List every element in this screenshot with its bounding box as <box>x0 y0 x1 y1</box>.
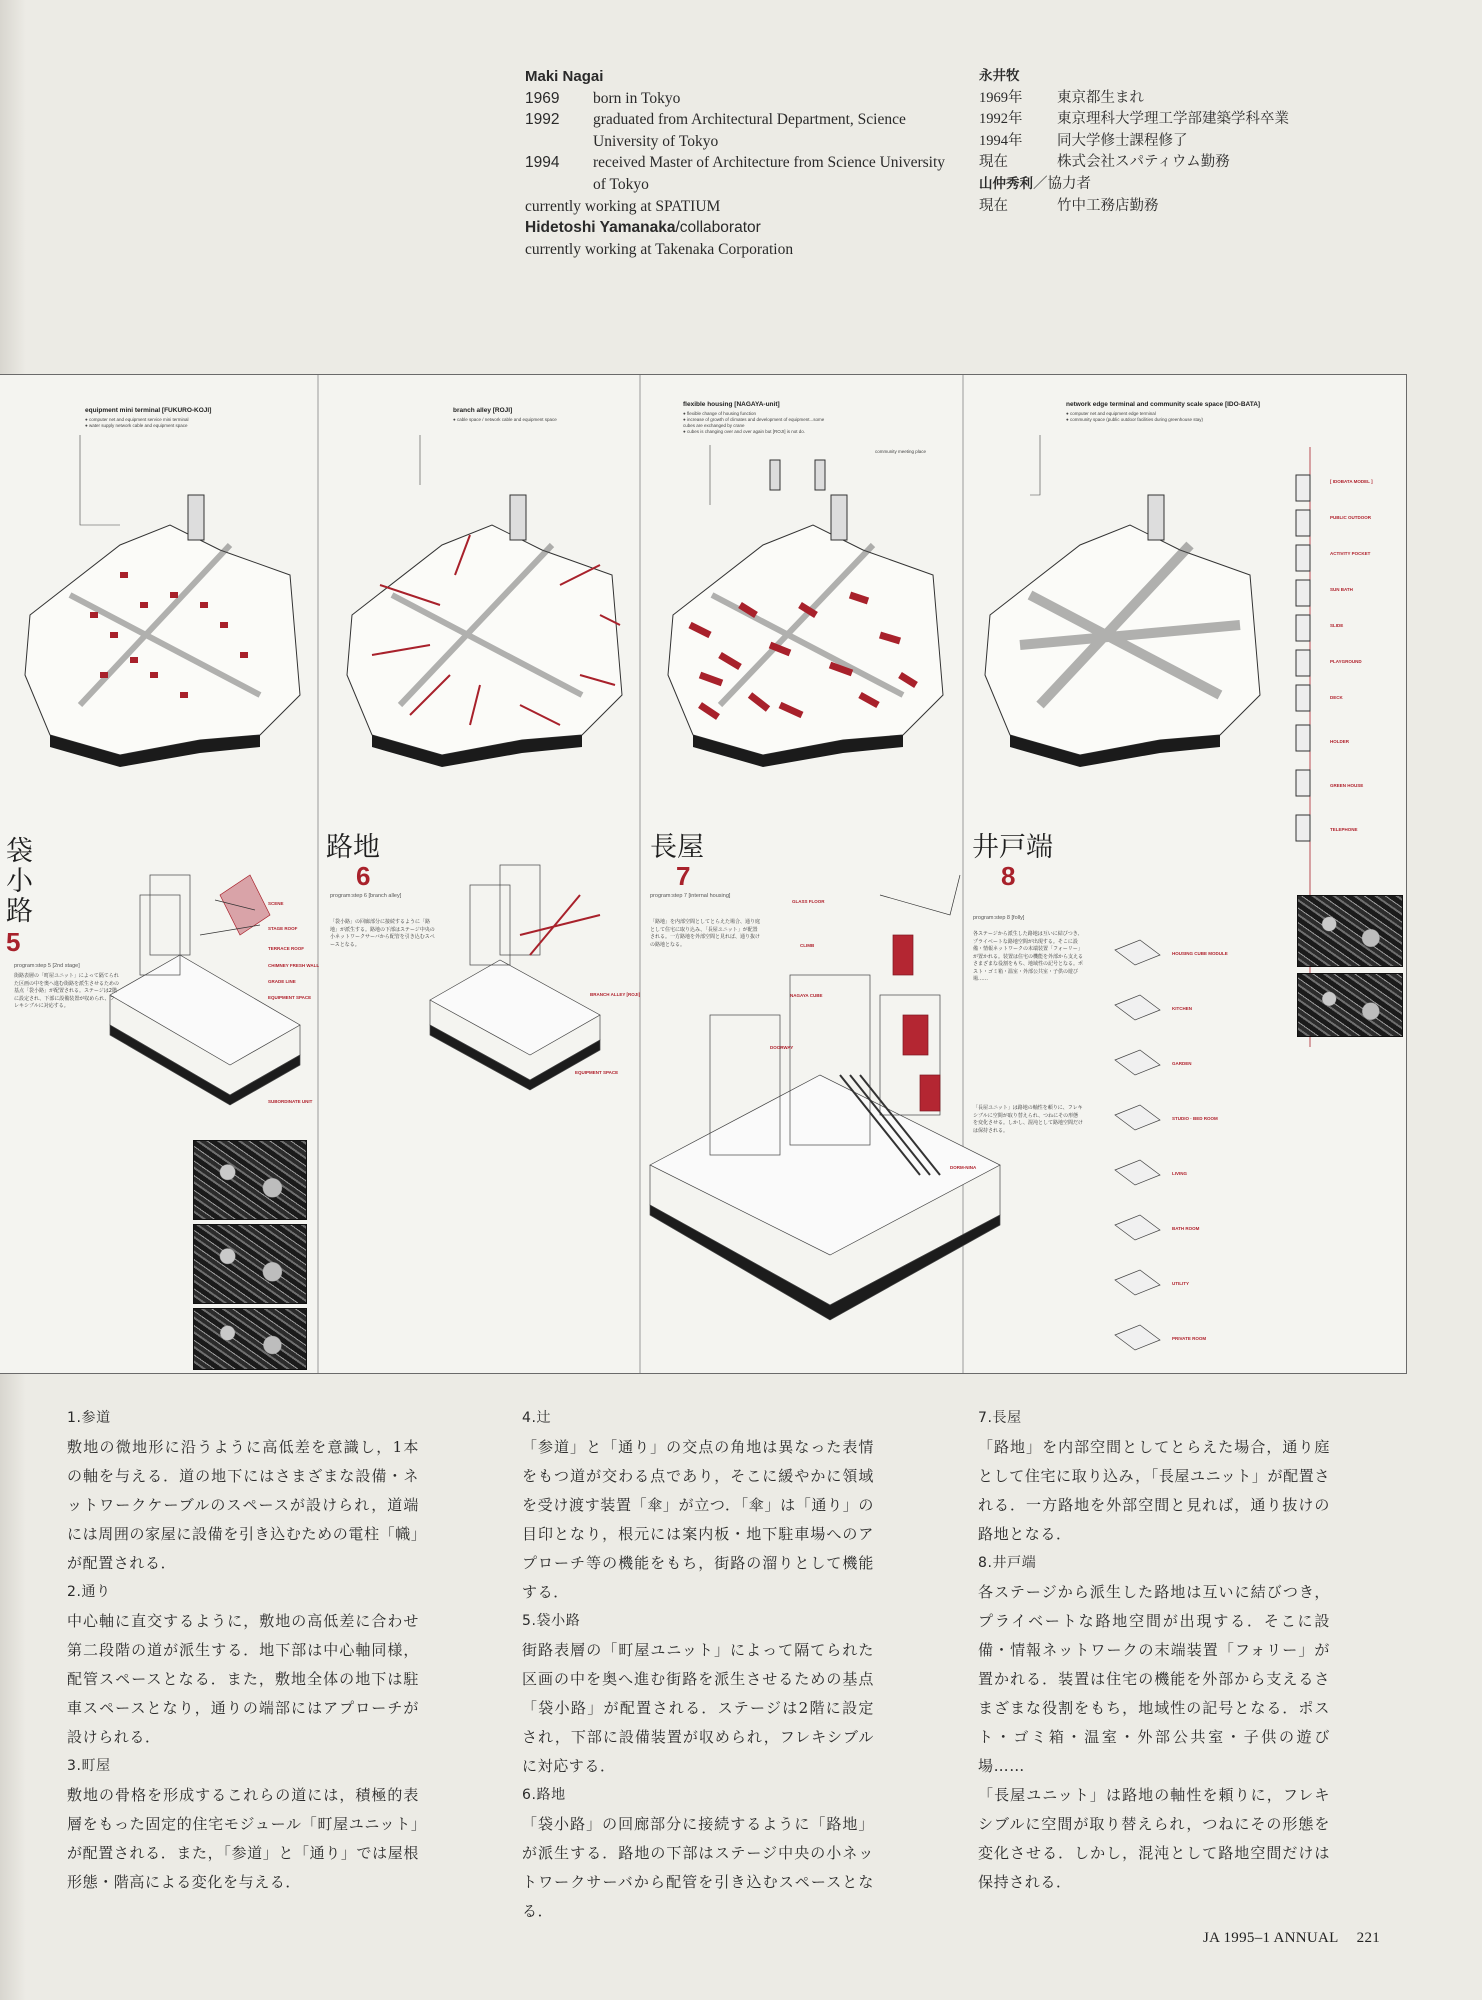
program-step: program:step 7 [internal housing] <box>650 893 731 899</box>
section-heading: 6.路地 <box>522 1787 566 1803</box>
panel-notes: ● computer net and equipment edge terminal ● community space (public outdoor facilities during greenhouse stay) <box>1066 411 1204 422</box>
axon-detail-5 <box>110 875 300 1105</box>
section-paragraph: 「袋小路」の回廊部分に接続するように「路地」が派生する．路地の下部はステージ中央の小ネットワークサーバから配管を引き込むスペースとなる． <box>522 1815 874 1920</box>
bio-current: currently working at SPATIUM <box>525 197 721 215</box>
bio-entry-jp: 1992年 東京理科大学理工学部建築学科卒業 <box>979 111 1289 128</box>
program-step: program:step 8 [folly] <box>973 915 1025 921</box>
panel-title: flexible housing [NAGAYA-unit] <box>683 401 780 408</box>
collaborator-role: /collaborator <box>675 219 761 237</box>
section-heading: 7.長屋 <box>978 1410 1022 1426</box>
section-paragraph: 街路表層の「町屋ユニット」によって隔てられた区画の中を奥へ進む街路を派生させるための基点「袋小路」が配置される．ステージは2階に設定され，下部に設備装置が収められ，フレキシブルに対応する． <box>522 1641 874 1775</box>
page-footer <box>1203 1930 1380 1947</box>
panel-description: 「袋小路」の回廊部分に接続するように「路地」が派生する。路地の下部はステージ中央の小ネットワークサーバから配管を引き込むスペースとなる。 <box>330 919 435 948</box>
bio-entry: 1994 received Master of Architecture from Science University of Tokyo <box>525 154 946 193</box>
collaborator-line-jp: 山仲秀利／協力者 <box>979 175 1091 192</box>
section-heading: 3.町屋 <box>67 1758 111 1774</box>
panel-description: 「路地」を内部空間としてとらえた場合、通り庭として住宅に取り込み、「長屋ユニット」が配置される。一方路地を外部空間と見れば、通り抜けの路地となる。 <box>650 919 761 948</box>
section-paragraph: 各ステージから派生した路地は互いに結びつき，プライベートな路地空間が出現する．そこに設備・情報ネットワークの末端装置「フォリー」が置かれる．装置は住宅の機能を外部から支えるさまざまな役割をもち，地域性の記号となる．ポスト・ゴミ箱・温室・外部公共室・子供の遊び場…… <box>978 1583 1330 1775</box>
housing-cube-sequence <box>1115 940 1160 1350</box>
bio-english <box>525 66 955 260</box>
panel-title: branch alley [ROJI] <box>453 407 513 414</box>
section-heading: 5.袋小路 <box>522 1613 581 1629</box>
section-label-8: 井戸端 <box>972 832 1053 863</box>
bio-entry-jp: 1969年 東京都生まれ <box>979 89 1144 106</box>
panel-description-2: 「長屋ユニット」は路地の軸性を頼りに、フレキシブルに空間が取り替えられ、つねにその形態を変化させる。しかし、混沌として路地空間だけは保持される。 <box>973 1105 1084 1134</box>
panel-title: network edge terminal and community scale space [IDO-BATA] <box>1066 401 1261 408</box>
collaborator-current: currently working at Takenaka Corporation <box>525 240 794 258</box>
architect-name: Maki Nagai <box>525 68 604 85</box>
panel-description: 各ステージから派生した路地は互いに結びつき、プライベートな路地空間が出現する。そこに設備・情報ネットワークの末端装置「フォーリー」が置かれる。装置は住宅の機能を外部から支えるさまざまな役割をもち、地域性の記号となる。ポスト・ゴミ箱・温室・外部公共室・子供の遊び場…… <box>973 931 1084 982</box>
section-label-5: 袋小路5 <box>6 836 33 957</box>
site-plan-2 <box>347 495 622 767</box>
collaborator-name: Hidetoshi Yamanaka <box>525 219 676 237</box>
callout-label: community meeting place <box>875 449 927 454</box>
section-paragraph: 敷地の骨格を形成するこれらの道には，積極的表層をもった固定的住宅モジュール「町屋ユニット」が配置される．また，「参道」と「通り」では屋根形態・階高による変化を与える． <box>67 1786 419 1891</box>
panel-notes: ● flexible change of housing function ● increase of growth of climates and development of equipment...some cubes are exchanged by crane ● cubes is changing over and over again but [ROJI] is not do. <box>683 411 825 434</box>
section-paragraph: 中心軸に直交するように，敷地の高低差に合わせ第二段階の道が派生する．地下部は中心軸同様，配管スペースとなる．また，敷地全体の地下は駐車スペースとなり，通りの端部にはアプローチが設けられる． <box>67 1612 419 1746</box>
site-plan-3 <box>668 460 943 767</box>
axon-detail-6 <box>430 865 600 1090</box>
section-heading: 4.辻 <box>522 1410 552 1426</box>
architect-name-jp: 永井牧 <box>979 68 1020 84</box>
text-column-1 <box>67 1404 419 1897</box>
text-column-3 <box>978 1404 1330 1897</box>
bio-japanese <box>979 66 1379 217</box>
project-drawing-panel: equipment mini terminal [FUKURO-KOJI] ● computer net and equipment service mini terminal ● water supply network cable and equipment space 袋小路5 program:step 5 [2nd stage] 街路表層の「町屋ユニット」によって隔てられた区画の中を奥へ進む街路を派生させるための基点「袋小路」が配置される。ステージは2階に設定され、下部に設備装置が収められ、フレキシブルに対応する。 SCENE STAGE ROOF TERRACE ROOF CHIMNEY FRESH WALL GRADE LINE EQUIPMENT SPACE SUBORDINATE UNIT branch alley [ROJI] ● cable space / network cable and equipment space 路地 6 program:step 6 [branch alley] 「袋小路」の回廊部分に接続するように「路地」が派生する。路地の下部はステージ中央の小ネットワークサーバから配管を引き込むスペースとなる。 BRANCH ALLEY [ROJI] EQUIPMENT SPACE flexible housing [NAGAYA-unit] ● flexible change of housing function ● increase of growth of climates and development of equipment...some cubes are exchanged by crane ● cubes is changing over and over again but [ROJI] is not do. community meeting place 長屋 7 program:step 7 [internal housing] 「路地」を内部空間としてとらえた場合、通り庭として住宅に取り込み、「長屋ユニット」が配置される。一方路地を外部空間と見れば、通り抜けの路地となる。 GLASS FLOOR CLIMB NAGAYA CUBE DOORWAY DORM-NINA network edge terminal and community scale space [IDO-BATA] ● computer net and equipment edge terminal ● community space (public outdoor facilities during greenhouse stay) 井戸端 8 program:step 8 [folly] 各ステージから派生した路地は互いに結びつき、プライベートな路地空間が出現する。そこに設備・情報ネットワークの末端装置「フォーリー」が置かれる。装置は住宅の機能を外部から支えるさまざまな役割をもち、地域性の記号となる。ポスト・ゴミ箱・温室・外部公共室・子供の遊び場…… 「長屋ユニット」は路地の軸性を頼りに、フレキシブルに空間が取り替えられ、つねにその形態を変化させる。しかし、混沌として路地空間だけは保持される。 [ IDOBATA MODEL ] PUBLIC OUTDOOR ACTIVITY POCKET SUN BATH SLIDE PLAYGROUND DECK HOLDER GREEN HOUSE TELEPHONE HOUSING CUBE MODULE KITCHEN GARDEN STUDIO · BED ROOM LIVING BATH ROOM UTILITY PRIVATE ROOM <box>0 374 1407 1374</box>
text-column-2 <box>522 1404 874 1926</box>
collaborator-line <box>525 217 955 239</box>
panel-description: 街路表層の「町屋ユニット」によって隔てられた区画の中を奥へ進む街路を派生させるための基点「袋小路」が配置される。ステージは2階に設定され、下部に設備装置が収められ、フレキシブルに対応する。 <box>14 973 120 1009</box>
bio-entry-jp: 現在 竹中工務店勤務 <box>979 197 1159 214</box>
model-photo <box>193 1140 307 1220</box>
model-photo <box>193 1224 307 1304</box>
model-photo <box>1297 973 1403 1037</box>
panel-title: equipment mini terminal [FUKURO-KOJI] <box>85 407 212 414</box>
program-step: program:step 6 [branch alley] <box>330 893 402 899</box>
panel-notes: ● cable space / network cable and equipment space <box>453 417 557 422</box>
bio-entry: 1992 graduated from Architectural Department, Science University of Tokyo <box>525 111 906 150</box>
site-plan-1 <box>25 495 300 767</box>
panel-notes: ● computer net and equipment service mini terminal ● water supply network cable and equipment space <box>85 417 189 428</box>
page-number: 221 <box>1356 1930 1381 1946</box>
section-paragraph: 敷地の微地形に沿うように高低差を意識し，1本の軸を与える．道の地下にはさまざまな設備・ネットワークケーブルのスペースが設けられ，道端には周囲の家屋に設備を引き込むための電柱「幟」が配置される． <box>67 1438 419 1572</box>
section-paragraph: 「参道」と「通り」の交点の角地は異なった表情をもつ道が交わる点であり，そこに緩やかに領域を受け渡す装置「傘」が立つ．「傘」は「通り」の目印となり，根元には案内板・地下駐車場へのアプローチ等の機能をもち，街路の溜りとして機能する． <box>522 1438 874 1601</box>
section-heading: 2.通り <box>67 1584 111 1600</box>
section-label-7: 長屋 <box>650 832 704 863</box>
program-step: program:step 5 [2nd stage] <box>14 963 80 969</box>
section-label-6: 路地 <box>326 832 380 863</box>
section-heading: 8.井戸端 <box>978 1555 1037 1571</box>
section-paragraph: 「長屋ユニット」は路地の軸性を頼りに，フレキシブルに空間が取り替えられ，つねにその形態を変化させる．しかし，混沌として路地空間だけは保持される． <box>978 1786 1330 1891</box>
section-heading: 1.参道 <box>67 1410 111 1426</box>
section-paragraph: 「路地」を内部空間としてとらえた場合，通り庭として住宅に取り込み，「長屋ユニット」が配置される．一方路地を外部空間と見れば，通り抜けの路地となる． <box>978 1438 1330 1543</box>
journal-name: JA 1995–1 ANNUAL <box>1203 1930 1339 1946</box>
bio-entry-jp: 1994年 同大学修士課程修了 <box>979 132 1188 149</box>
bio-entry: 1969 born in Tokyo <box>525 89 681 107</box>
bio-entry-jp: 現在 株式会社スパティウム勤務 <box>979 154 1230 171</box>
model-photo <box>193 1308 307 1370</box>
model-photo <box>1297 895 1403 967</box>
